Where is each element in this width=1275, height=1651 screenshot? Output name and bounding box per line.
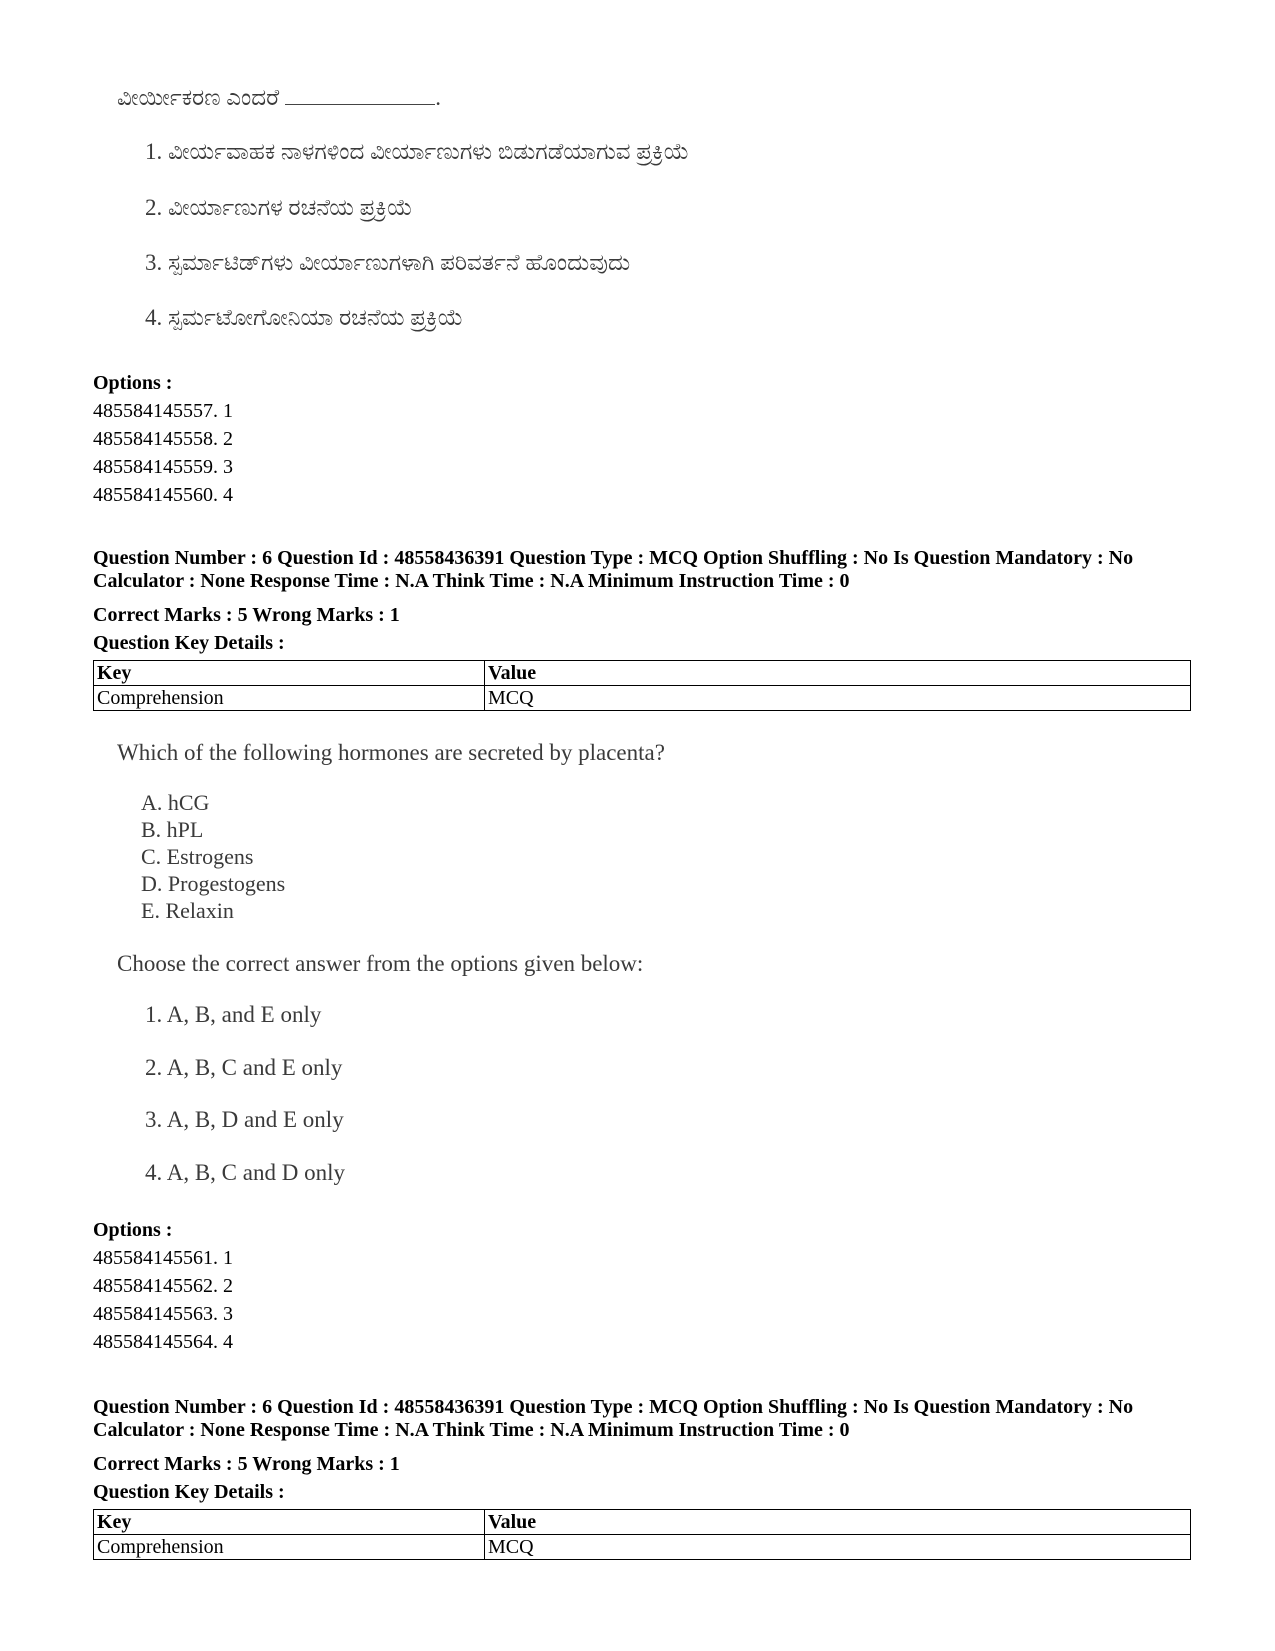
- question-choice: 3. A, B, D and E only: [145, 1107, 344, 1132]
- question-meta-line: Calculator : None Response Time : N.A Think Time : N.A Minimum Instruction Time : 0: [93, 570, 850, 592]
- key-details-label: Question Key Details :: [93, 632, 285, 654]
- statement-item: C. Estrogens: [141, 844, 254, 869]
- table-header-cell: Key: [94, 661, 485, 686]
- table-row: [94, 686, 1191, 711]
- marks-line: Correct Marks : 5 Wrong Marks : 1: [93, 1453, 400, 1475]
- table-cell: MCQ: [485, 1535, 1191, 1560]
- option-item: 485584145563. 3: [93, 1303, 233, 1325]
- question-meta: [93, 547, 1193, 593]
- question-image-english: [117, 740, 817, 1200]
- option-item: 485584145562. 2: [93, 1275, 233, 1297]
- table-header-cell: Value: [485, 1510, 1191, 1535]
- statement-item: D. Progestogens: [141, 871, 286, 896]
- option-item: 485584145557. 1: [93, 400, 233, 422]
- question-choice: 1. A, B, and E only: [145, 1002, 322, 1027]
- option-item: 485584145559. 3: [93, 456, 233, 478]
- question-choice: 3. ಸ್ಪರ್ಮಾಟಿಡ್‌ಗಳು ವೀರ್ಯಾಣುಗಳಾಗಿ ಪರಿವರ್ತನೆ ಹೊಂದುವುದು: [145, 250, 631, 275]
- question-image-kannada: ವೀರ್ಯೀಕರಣ ಎಂದರೆ . 1. ವೀರ್ಯವಾಹಕ ನಾಳಗಳಿಂದ ವೀರ್ಯಾಣುಗಳು ಬಿಡುಗಡೆಯಾಗುವ ಪ್ರಕ್ರಿಯೆ 2. ವೀರ್ಯಾಣುಗಳ ರಚನೆಯ ಪ್ರಕ್ರಿಯೆ 3. ಸ್ಪರ್ಮಾಟಿಡ್‌ಗಳು ವೀರ್ಯಾಣುಗಳಾಗಿ ಪರಿವರ್ತನೆ ಹೊಂದುವುದು 4. ಸ್ಪರ್ಮಟೋಗೋನಿಯಾ ರಚನೆಯ ಪ್ರಕ್ರಿಯೆ: [117, 85, 690, 330]
- option-item: 485584145564. 4: [93, 1331, 233, 1353]
- table-header-row: [94, 661, 1191, 686]
- options-label: Options :: [93, 372, 173, 394]
- option-item: 485584145558. 2: [93, 428, 233, 450]
- table-cell: MCQ: [485, 686, 1191, 711]
- table-header-cell: Value: [485, 661, 1191, 686]
- table-row: [94, 1535, 1191, 1560]
- question-meta-line: Calculator : None Response Time : N.A Think Time : N.A Minimum Instruction Time : 0: [93, 1419, 850, 1441]
- statement-item: A. hCG: [141, 790, 210, 815]
- marks-line: Correct Marks : 5 Wrong Marks : 1: [93, 604, 400, 626]
- question-meta-line: Question Number : 6 Question Id : 48558436391 Question Type : MCQ Option Shuffling : No Is Question Mandatory : No: [93, 1396, 1134, 1418]
- question-choice: 4. A, B, C and D only: [145, 1160, 345, 1185]
- question-meta-line: Question Number : 6 Question Id : 48558436391 Question Type : MCQ Option Shuffling : No Is Question Mandatory : No: [93, 547, 1134, 569]
- options-label: Options :: [93, 1219, 173, 1241]
- question-instruction: Choose the correct answer from the options given below:: [117, 951, 644, 976]
- question-stem: Which of the following hormones are secreted by placenta?: [117, 740, 665, 765]
- option-item: 485584145560. 4: [93, 484, 233, 506]
- table-cell: Comprehension: [94, 686, 485, 711]
- key-details-table: [93, 660, 1191, 711]
- key-details-label: Question Key Details :: [93, 1481, 285, 1503]
- question-stem: ವೀರ್ಯೀಕರಣ ಎಂದರೆ: [117, 85, 280, 110]
- answer-blank: [285, 84, 435, 105]
- statement-item: B. hPL: [141, 817, 204, 842]
- question-choice: 1. ವೀರ್ಯವಾಹಕ ನಾಳಗಳಿಂದ ವೀರ್ಯಾಣುಗಳು ಬಿಡುಗಡೆಯಾಗುವ ಪ್ರಕ್ರಿಯೆ: [145, 139, 690, 164]
- question-choice: 2. A, B, C and E only: [145, 1055, 343, 1080]
- statement-item: E. Relaxin: [141, 898, 234, 923]
- table-header-cell: Key: [94, 1510, 485, 1535]
- table-header-row: [94, 1510, 1191, 1535]
- question-choice: 2. ವೀರ್ಯಾಣುಗಳ ರಚನೆಯ ಪ್ರಕ್ರಿಯೆ: [145, 195, 413, 220]
- key-details-table: [93, 1509, 1191, 1560]
- question-choice: 4. ಸ್ಪರ್ಮಟೋಗೋನಿಯಾ ರಚನೆಯ ಪ್ರಕ್ರಿಯೆ: [145, 305, 464, 330]
- table-cell: Comprehension: [94, 1535, 485, 1560]
- question-meta: [93, 1396, 1193, 1442]
- option-item: 485584145561. 1: [93, 1247, 233, 1269]
